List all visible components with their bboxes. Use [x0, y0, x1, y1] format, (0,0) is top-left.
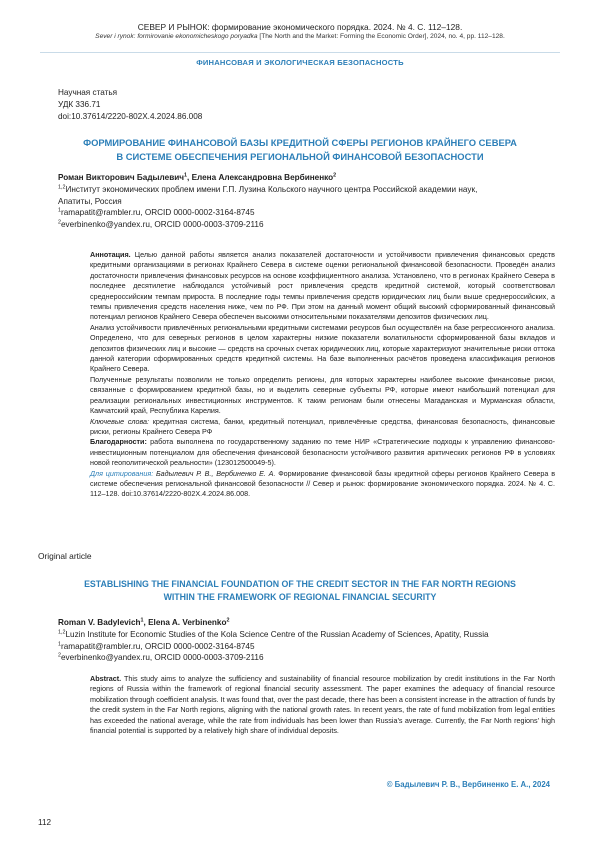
page-number: 112: [38, 818, 52, 827]
authors-en: [58, 617, 489, 664]
copyright: © Бадылевич Р. В., Вербиненко Е. А., 2024: [386, 780, 550, 789]
journal-header-en-italic: Sever i rynok: formirovanie ekonomicheskogo poryadka: [95, 33, 258, 40]
article-type: Научная статья: [58, 88, 118, 97]
affiliation-ru: $^{1,2}$Институт экономических проблем имени Г.П. Лузина Кольского научного центра Российской академии наук,: [58, 184, 478, 194]
author2-ru: Елена Александровна Вербиненко: [191, 173, 334, 182]
title-en: [60, 578, 540, 604]
author-names-ru: Роман Викторович Бадылевич$^1$, Елена Александровна Вербиненко$^2$: [58, 172, 337, 182]
affiliation-ru-line1: Институт экономических проблем имени Г.П. Лузина Кольского научного центра Российской академии наук,: [65, 184, 478, 194]
title-ru: [70, 136, 530, 163]
doi[interactable]: doi:10.37614/2220-802X.4.2024.86.008: [58, 111, 203, 121]
abstract-ru-p3: Полученные результаты позволили не только определить регионы, для которых характерны наиболее высокие финансовые риски, связанные с формированием кредитной базы, но и выделить северные субъекты РФ, которые имеют наибольший потенциал для реализации региональных инвестиционных инструментов. К таким регионам были отнесены Магаданская и Мурманская области, Камчатский край, Республика Карелия.: [90, 374, 555, 416]
acknowledgements-ru: Благодарности: работа выполнена по государственному заданию по теме НИР «Стратегические подходы к управлению финансово-инвестиционным потенциалом для обеспечения финансовой безопасности устойчивого развития арктических регионов РФ в условиях новой геополитической реальности» (123012500049-5).: [90, 437, 555, 468]
email2-en[interactable]: $^2$everbinenko@yandex.ru, ORCID 0000-0003-3709-2116: [58, 652, 264, 663]
email2-ru[interactable]: $^2$everbinenko@yandex.ru, ORCID 0000-0003-3709-2116: [58, 219, 264, 230]
header-divider: [40, 52, 560, 53]
keywords-ru: Ключевые слова: кредитная система, банки, кредитный потенциал, привлечённые средства, финансовая безопасность, финансовые риски, регионы Крайнего Севера РФ: [90, 416, 556, 436]
abstract-en-p1: Abstract. This study aims to analyze the sufficiency and sustainability of financial resource mobilization by credit institutions in the Far North regions of Russia within the framework of regional financial security assessment. The paper examines the adequacy of financial resource mobilization through coefficient analysis. It was found that, over the past decade, there has been a consistent increase in the attraction of funds by the credit system in the Far North regions, aligning with the national growth rates. In recent years, the rate of fund mobilization from legal entities has exceeded the national average, while the rate from individuals has been lower than Russia’s average. Currently, the Far North regions’ high financial potential is supported by a relatively high share of individual deposits.: [90, 674, 555, 736]
journal-header-en-rest: [The North and the Market: Forming the Economic Order], 2024, no. 4, pp. 112–128.: [257, 33, 505, 40]
affiliation-ru-line2: Апатиты, Россия: [58, 196, 122, 206]
citation-ru: Для цитирования: Бадылевич Р. В., Вербиненко Е. А. Формирование финансовой базы кредитной сферы регионов Крайнего Севера в системе обеспечения региональной финансовой безопасности // Север и рынок: формирование экономического порядка. 2024. № 4. С. 112–128. doi:10.37614/2220-802X.4.2024.86.008.: [90, 468, 556, 499]
journal-header: [0, 22, 600, 41]
abstract-en: [90, 674, 555, 736]
section-title: ФИНАНСОВАЯ И ЭКОЛОГИЧЕСКАЯ БЕЗОПАСНОСТЬ: [196, 58, 404, 67]
email1-en[interactable]: $^1$ramapatit@rambler.ru, ORCID 0000-0002-3164-8745: [58, 640, 255, 651]
article-meta: [58, 87, 202, 122]
author-names-en: Roman V. Badylevich$^1$, Elena A. Verbinenko$^2$: [58, 617, 230, 627]
abstract-ru: [90, 250, 555, 500]
email1-ru[interactable]: $^1$ramapatit@rambler.ru, ORCID 0000-0002-3164-8745: [58, 207, 255, 218]
author2-en: Elena A. Verbinenko: [148, 618, 227, 627]
udk: УДК 336.71: [58, 99, 101, 109]
title-en-line1: ESTABLISHING THE FINANCIAL FOUNDATION OF THE CREDIT SECTOR IN THE FAR NORTH REGIONS: [84, 579, 516, 589]
journal-header-en: [0, 32, 600, 41]
affiliation-en: $^{1,2}$Luzin Institute for Economic Studies of the Kola Science Centre of the Russian Academy of Sciences, Apatity, Russia: [58, 629, 489, 639]
original-article-label: Original article: [38, 551, 92, 561]
title-ru-line2: В СИСТЕМЕ ОБЕСПЕЧЕНИЯ РЕГИОНАЛЬНОЙ ФИНАНСОВОЙ БЕЗОПАСНОСТИ: [116, 150, 484, 162]
title-ru-line1: ФОРМИРОВАНИЕ ФИНАНСОВОЙ БАЗЫ КРЕДИТНОЙ СФЕРЫ РЕГИОНОВ КРАЙНЕГО СЕВЕРА: [83, 137, 517, 148]
abstract-ru-p2: Анализ устойчивости привлечённых региональными кредитными системами ресурсов был осуществлён на базе регрессионного анализа. Определено, что для северных регионов в целом характерны низкие показатели волатильности сформированной базы вкладов и депозитов физических лиц и высокие — средств на срочных счетах юридических лиц, которые характеризуют значительные риски оттока данной категории сформированных средств кредитной системы. На базе выполненных расчётов проведена классификация регионов Крайнего Севера.: [90, 322, 555, 374]
abstract-ru-p1: Аннотация. Целью данной работы является анализ показателей достаточности и устойчивости привлечения финансовых средств кредитными организациями в регионах Крайнего Севера в системе оценки региональной финансовой безопасности. Проведён анализ достаточности привлечения финансовых ресурсов на основе коэффициентного анализа. Установлено, что в регионах Крайнего Севера в последнее десятилетие наблюдался устойчивый рост привлечения средств кредитной системой, который соответствовал среднероссийским темпам прироста. В последние годы темпы привлечения средств юридических лиц были выше среднероссийских, а темпы привлечения средств населения ниже, чем по РФ. При этом на данный момент общий высокий сформированный финансовый потенциал регионов Крайнего Севера обеспечен высокими относительными показателями депозитов физических лиц.: [90, 250, 555, 322]
author1-ru: Роман Викторович Бадылевич: [58, 173, 185, 182]
journal-header-ru: СЕВЕР И РЫНОК: формирование экономического порядка. 2024. № 4. С. 112–128.: [137, 22, 463, 32]
author1-en: Roman V. Badylevich: [58, 618, 141, 627]
title-en-line2: WITHIN THE FRAMEWORK OF REGIONAL FINANCIAL SECURITY: [163, 592, 437, 602]
authors-ru: [58, 172, 477, 231]
